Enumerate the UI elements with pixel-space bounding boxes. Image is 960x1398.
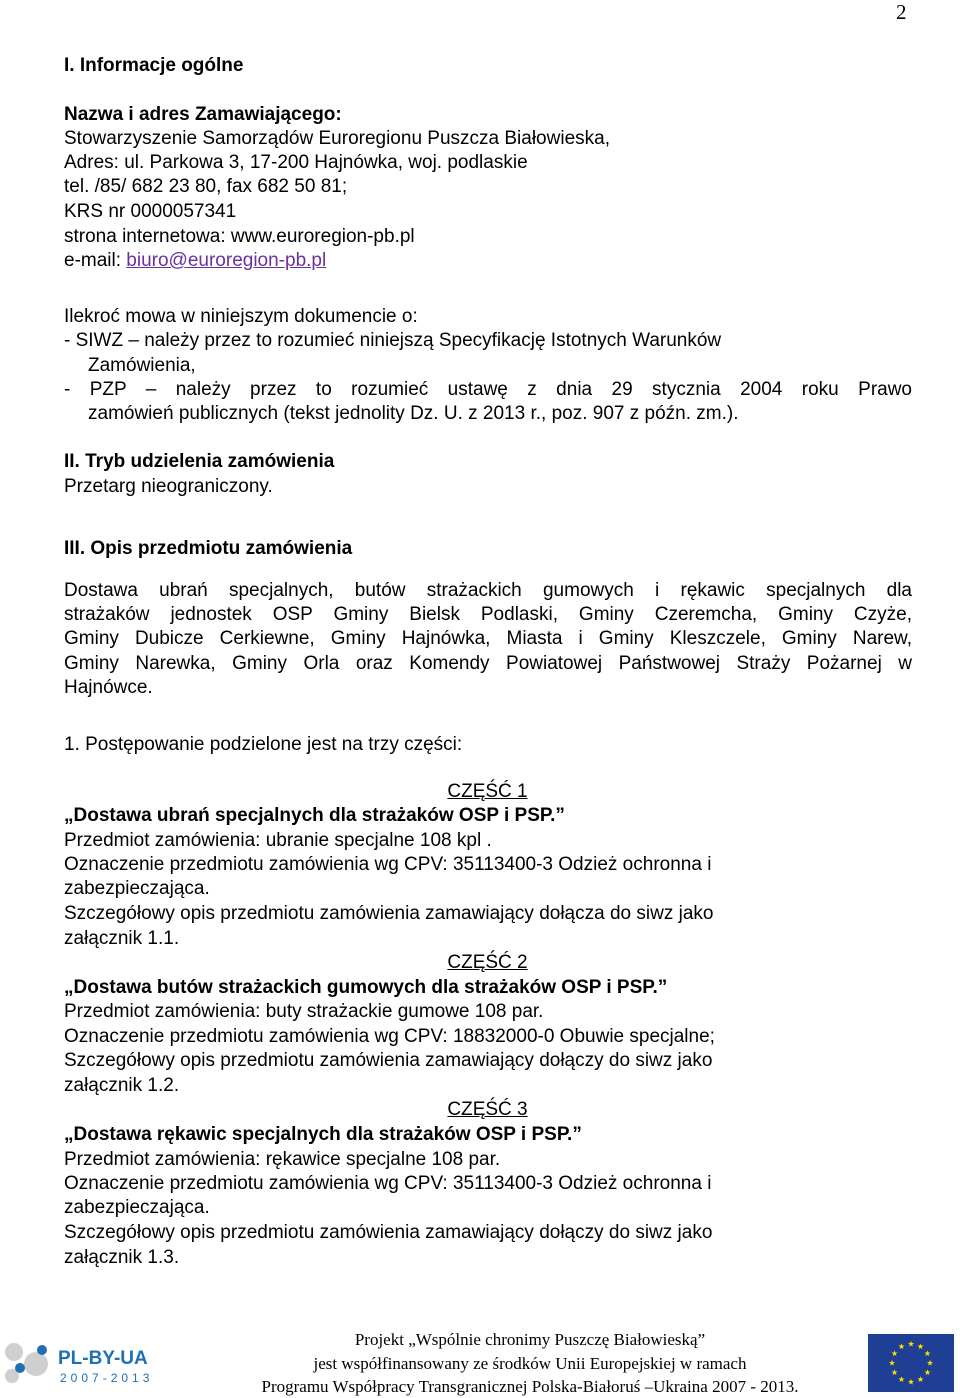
part-3-label: CZĘŚĆ 3 xyxy=(447,1099,528,1120)
definition-siwz-cont: Zamówienia, xyxy=(88,355,196,376)
part-3-title: „Dostawa rękawic specjalnych dla strażaków OSP i PSP.” xyxy=(64,1124,582,1145)
footer-line-3: Programu Współpracy Transgranicznej Polska-Białoruś –Ukraina 2007 - 2013. xyxy=(261,1377,799,1396)
website: strona internetowa: www.euroregion-pb.pl xyxy=(64,226,415,247)
eu-flag-icon xyxy=(868,1334,954,1392)
description-line-last: Hajnówce. xyxy=(64,677,153,698)
definition-siwz: - SIWZ – należy przez to rozumieć niniejszą Specyfikację Istotnych Warunków xyxy=(64,330,722,351)
krs-number: KRS nr 0000057341 xyxy=(64,201,237,222)
email-line xyxy=(64,249,326,273)
description-line: Gminy Narewka, Gminy Orla oraz Komendy Powiatowej Państwowej Straży Pożarnej w xyxy=(64,653,912,674)
part-2-subject: Przedmiot zamówienia: buty strażackie gumowe 108 par. xyxy=(64,1001,544,1022)
part-1-title: „Dostawa ubrań specjalnych dla strażaków OSP i PSP.” xyxy=(64,805,565,826)
address: Adres: ul. Parkowa 3, 17-200 Hajnówka, woj. podlaskie xyxy=(64,152,528,173)
part-2-label: CZĘŚĆ 2 xyxy=(447,952,528,973)
part-2-attachment: załącznik 1.2. xyxy=(64,1075,180,1096)
definitions-intro: Ilekroć mowa w niniejszym dokumencie o: xyxy=(64,306,418,327)
part-3-cpv: Oznaczenie przedmiotu zamówienia wg CPV: 35113400-3 Odzież ochronna i xyxy=(64,1173,712,1194)
footer-line-2: jest współfinansowany ze środków Unii Europejskiej w ramach xyxy=(313,1354,747,1373)
procedure-type: Przetarg nieograniczony. xyxy=(64,476,273,497)
contracting-authority-heading: Nazwa i adres Zamawiającego: xyxy=(64,104,342,125)
part-1-cpv: Oznaczenie przedmiotu zamówienia wg CPV: 35113400-3 Odzież ochronna i xyxy=(64,854,712,875)
description-line: Dostawa ubrań specjalnych, butów strażackich gumowych i rękawic specjalnych dla xyxy=(64,580,912,601)
part-1-cpv-cont: zabezpieczająca. xyxy=(64,878,210,899)
logo-text: PL-BY-UA xyxy=(58,1348,148,1369)
description-line: strażaków jednostek OSP Gminy Bielsk Podlaski, Gminy Czeremcha, Gminy Czyże, xyxy=(64,604,912,625)
email-link[interactable]: biuro@euroregion-pb.pl xyxy=(126,250,327,271)
section-2-heading: II. Tryb udzielenia zamówienia xyxy=(64,451,335,472)
part-2-cpv: Oznaczenie przedmiotu zamówienia wg CPV: 18832000-0 Obuwie specjalne; xyxy=(64,1026,715,1047)
part-3-subject: Przedmiot zamówienia: rękawice specjalne 108 par. xyxy=(64,1149,501,1170)
phone-fax: tel. /85/ 682 23 80, fax 682 50 81; xyxy=(64,176,348,197)
part-3-attachment: załącznik 1.3. xyxy=(64,1247,180,1268)
parts-intro: 1. Postępowanie podzielone jest na trzy części: xyxy=(64,734,463,755)
page-number: 2 xyxy=(896,0,907,24)
part-1-subject: Przedmiot zamówienia: ubranie specjalne 108 kpl . xyxy=(64,830,492,851)
pl-by-ua-logo xyxy=(0,1334,160,1390)
part-1-attachment: załącznik 1.1. xyxy=(64,928,180,949)
section-3-heading: III. Opis przedmiotu zamówienia xyxy=(64,538,353,559)
footer-line-1: Projekt „Wspólnie chronimy Puszczę Białowieską” xyxy=(354,1330,706,1349)
part-1-detail: Szczegółowy opis przedmiotu zamówienia zamawiający dołącza do siwz jako xyxy=(64,903,714,924)
part-2-title: „Dostawa butów strażackich gumowych dla strażaków OSP i PSP.” xyxy=(64,977,668,998)
definition-pzp: - PZP – należy przez to rozumieć ustawę z dnia 29 stycznia 2004 roku Prawo xyxy=(64,379,912,400)
logo-years: 2007-2013 xyxy=(60,1371,154,1385)
part-3-detail: Szczegółowy opis przedmiotu zamówienia zamawiający dołączy do siwz jako xyxy=(64,1222,713,1243)
email-label: e-mail: xyxy=(64,250,127,271)
description-line: Gminy Dubicze Cerkiewne, Gminy Hajnówka, Miasta i Gminy Kleszczele, Gminy Narew, xyxy=(64,628,912,649)
section-1-heading: I. Informacje ogólne xyxy=(64,55,244,76)
part-2-detail: Szczegółowy opis przedmiotu zamówienia zamawiający dołączy do siwz jako xyxy=(64,1050,713,1071)
org-name: Stowarzyszenie Samorządów Euroregionu Puszcza Białowieska, xyxy=(64,128,610,149)
part-1-label: CZĘŚĆ 1 xyxy=(447,781,528,802)
part-3-cpv-cont: zabezpieczająca. xyxy=(64,1197,210,1218)
definition-pzp-cont: zamówień publicznych (tekst jednolity Dz. U. z 2013 r., poz. 907 z późn. zm.). xyxy=(88,403,739,424)
